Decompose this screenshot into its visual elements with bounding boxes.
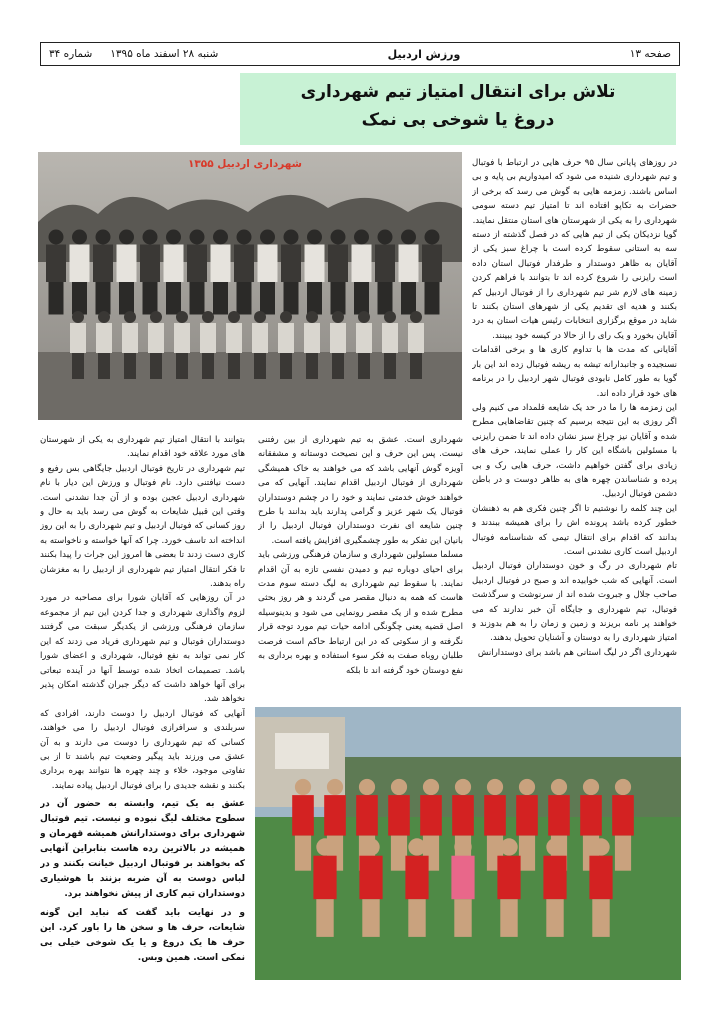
article-column-3 xyxy=(40,433,245,981)
historic-team-illustration xyxy=(38,152,462,420)
page-header xyxy=(40,42,680,66)
paragraph: تام شهرداری در رگ و خون دوستداران فوتبال اردبیل است. آنهایی که شب خوابیده اند و صبح در فوتبال اردبیل صاحب جلال و جبروت شده اند از سرنوشت و سرگذشت فوتبال، تیم شهرداری و جایگاه آن خبر ندارند که می خواهند پر نامه بریزند و زمین و زمان را به هم بدوزند و امتیاز شهرداری را به دوستان و آشنایان تحویل بدهند. xyxy=(472,561,677,644)
headline-line-1: تلاش برای انتقال امتیاز تیم شهرداری xyxy=(300,82,616,102)
photo-caption: شهرداری اردبیل ۱۳۵۵ xyxy=(187,158,302,170)
article-column-2 xyxy=(258,433,463,701)
current-team-photo xyxy=(255,707,681,980)
header-meta xyxy=(49,48,218,60)
headline-line-2: دروغ یا شوخی بی نمک xyxy=(361,110,555,130)
paragraph: شهرداری است. عشق به تیم شهرداری از بین رفتنی نیست. پس این حرف و این نصیحت دوستانه و مشفقانه آویزه گوش آنهایی باشد که می خواهند به خاک همیشگی شهرداری از فوتبال اردبیل اقدام نمایند. آنهایی که می خواهند خوش خدمتی نمایند و خود را در چشم دوستداران فوتبال یک شهر عزیز و گرامی پدارند باید بدانند با طرح چنین شایعه ای نفرت دوستداران فوتبال اردبیل را از بانیان این تفکر به طور چشمگیری افزایش یافته است. xyxy=(258,435,463,546)
paragraph: بتوانند با انتقال امتیاز تیم شهرداری به یکی از شهرستان های مورد علاقه خود اقدام نمایند. xyxy=(40,435,245,460)
section-title: ورزش اردبیل xyxy=(387,47,461,61)
paragraph: آنهایی که فوتبال اردبیل را دوست دارند، افرادی که سربلندی و سرافرازی فوتبال اردبیل را می خواهند، کسانی که تیم شهرداری را دوست می دارند و به آن عشق می ورزند باید پیگیر وضعیت تیم باشند تا از بی تفاوتی موجود، خلاء و چند چهره ها نتوانند بهره برداری بکنند و نقشه جدیدی را برای فوتبال اردبیل پیاده نمایند. xyxy=(40,708,245,791)
current-team-illustration xyxy=(255,707,681,980)
paragraph: تیم شهرداری در تاریخ فوتبال اردبیل جایگاهی بس رفیع و دست نیافتنی دارد. نام فوتبال و ورزش این دیار با نام شهرداری اردبیل عجین بوده و از آن جدا نشدنی است. وقتی این قبیل شایعات به گوش می رسد باید به حال و روز کسانی که فوتبال اردبیل و تیم شهرداری را به این روز انداخته اند تاسف خورد. چرا که آنها خواسته و ناخواسته به کاری دست زدند تا بعضی ها امروز این جرات را پیدا بکنند تا فکر انتقال امتیاز تیم شهرداری از اردبیل را به مغزشان راه بدهند. xyxy=(40,463,245,590)
paragraph: این چند کلمه را نوشتیم تا اگر چنین فکری هم به ذهنشان خطور کرده باشد پرونده اش را برای همیشه ببندند و بدانند که اقدام برای انتقال تیمی که شناسنامه فوتبال اردبیل است کاری نشدنی است. xyxy=(472,503,677,557)
paragraph: گویا نزدیکان یکی از تیم هایی که در فصل گذشته از دسته سه به استانی سقوط کرده است با چراغ سبز یکی از آقایان به ظاهر دوستدار و طرفدار فوتبال استان داده است رایزنی را شروع کرده اند تا بتوانند با فراهم کردن زمینه های لازم شر تیم شهرداری را از فوتبال اردبیل کم بکنند و هدیه ای تقدیم یکی از شهرهای استان بکنند تا شاید در موقع برگزاری انتخابات رئیس هیات استان به درد آقایان بخورد و یک رای را از حالا در کیسه خود ببینند. xyxy=(472,230,677,341)
bold-paragraph: و در نهایت باید گفت که نباید این گونه شایعات، حرف ها و سخن ها را باور کرد. این حرف ها یک دروغ و یا یک شوخی خیلی بی نمکی است. همین وبس. xyxy=(40,908,245,964)
article-column-1 xyxy=(472,156,677,701)
headline-box xyxy=(240,73,676,145)
bold-paragraph: عشق به یک تیم، وابسته به حضور آن در سطوح مختلف لیگ نبوده و نیست. تیم فوتبال شهرداری برای دوستدارانش همیشه قهرمان و همیشه در بالاترین رده هاست بنابراین آنهایی که بخواهند بر فوتبال اردبیل خیانت بکنند و در لباس دوست به آن ضربه بزنند با هوشیاری دوستداران تیم کاری از پیش نخواهند برد. xyxy=(40,799,245,900)
paragraph: در روزهای پایانی سال ۹۵ حرف هایی در ارتباط با فوتبال و تیم شهرداری شنیده می شود که امیدواریم بی پایه و بی اساس باشند. زمزمه هایی به گوش می رسد که برخی از حضرات به تکاپو افتاده اند تا امتیاز تیم دسته سومی شهرداری را به یکی از شهرستان های استان منتقل نمایند. xyxy=(472,158,677,226)
paragraph: این زمزمه ها را ما در حد یک شایعه قلمداد می کنیم ولی اگر روزی به این نتیجه برسیم که چنین تقاضاهایی مطرح شده و آقایان نیز چراغ سبز نشان داده اند تا ضمن رایزنی با مسئولین باشگاه این کار را عملی نمایند، حرف های زیادی برای گفتن خواهیم داشت، حرف هایی رک و بی پرده و شناساندن چهره های به ظاهر دوست و در باطن دشمن فوتبال اردبیل. xyxy=(472,402,677,500)
paragraph: مسلما مسئولین شهرداری و سازمان فرهنگی ورزشی باید برای احیای دوباره تیم و دمیدن نفسی تازه به آن اقدام نمایند. با سقوط تیم شهرداری به لیگ دسته سوم مدت هاست که همه به دنبال مقصر می گردند و هر روز بحثی مطرح شده و از یک مقصر رونمایی می شود و بدینوسیله اصل قضیه یعنی چگونگی ادامه حیات تیم مورد توجه قرار نگرفته و از سکوتی که در این ارتباط حاکم است فرصت طلبان روباه صفت به فکر سوء استفاده و بهره برداری به نفع دوستان خود گرفته اند تا بلکه xyxy=(258,550,463,676)
historic-team-photo xyxy=(38,152,462,420)
paragraph: آقایانی که مدت ها با تداوم کاری ها و برخی اقدامات نسنجیده و جانبدارانه تیشه به ریشه فوتبال زده اند این بار گویا به طور کامل نابودی فوتبال شهر اردبیل را در برنامه های خود قرار داده اند. xyxy=(472,345,677,399)
page-number-label: صفحه ۱۳ xyxy=(629,48,671,60)
paragraph: شهرداری اگر در لیگ استانی هم باشد برای دوستدارانش xyxy=(477,647,677,658)
issue-date: شنبه ۲۸ اسفند ماه ۱۳۹۵ xyxy=(110,48,219,60)
paragraph: در آن روزهایی که آقایان شورا برای مصاحبه در مورد لزوم واگذاری شهرداری و جدا کردن این تیم از مجموعه سازمان فرهنگی ورزشی از یکدیگر سبقت می گرفتند دوستداران فوتبال و تیم شهرداری فریاد می زدند که این کار نمی تواند به نفع فوتبال، شهرداری و اعضای شورا باشد. تصمیمات اتخاذ شده توسط آنها در آینده تبعاتی برای آنها خواهد داشت که دیگر جبران گذشته امکان پذیر نخواهد شد. xyxy=(40,593,245,705)
issue-number: شماره ۳۴ xyxy=(49,48,93,60)
